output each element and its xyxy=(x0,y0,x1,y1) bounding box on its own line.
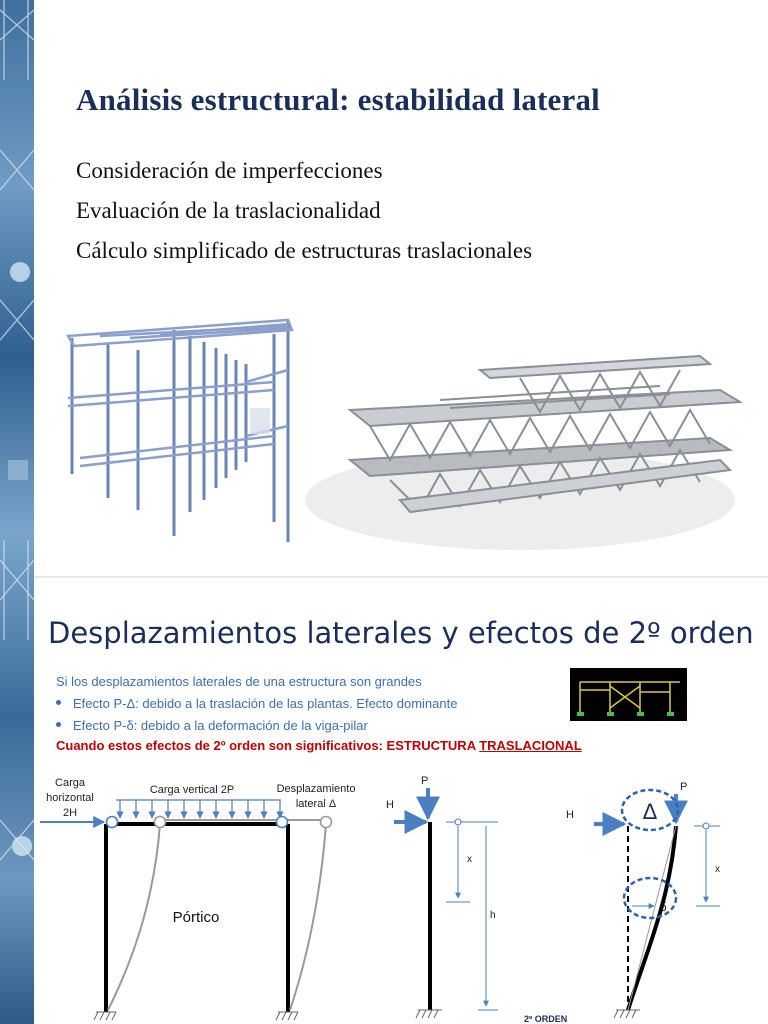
slide2-conclusion xyxy=(56,738,582,753)
conclusion-text: Cuando estos efectos de 2º orden son significativos: ESTRUCTURA xyxy=(56,738,480,753)
displacement-line1: Desplazamiento xyxy=(276,783,356,795)
column2-x-label: x xyxy=(715,864,720,875)
column1-h-label: H xyxy=(386,799,394,811)
portico-label: Pórtico xyxy=(172,909,220,926)
column-second-order-diagram xyxy=(520,772,756,1024)
bullet-dot xyxy=(56,722,61,727)
portico-diagram xyxy=(36,772,366,1024)
slide2-subbullet-1 xyxy=(56,696,457,711)
slide1-title: Análisis estructural: estabilidad lateral xyxy=(76,82,600,117)
column1-p-label: P xyxy=(421,775,429,787)
displacement-line2: lateral Δ xyxy=(295,798,337,810)
conclusion-emphasis: TRASLACIONAL xyxy=(479,738,582,753)
decorative-side-strip xyxy=(0,0,34,1024)
bullet-dot xyxy=(56,700,61,705)
load-vertical-label: Carga vertical 2P xyxy=(149,784,235,796)
steel-frame-illustration xyxy=(60,316,300,548)
frame-animation-thumbnail xyxy=(570,668,687,721)
slide1-bullet-1: Consideración de imperfecciones xyxy=(76,158,383,183)
column-first-order-diagram xyxy=(374,772,514,1024)
column2-h-label: H xyxy=(566,809,574,821)
slide1-bullet-2: Evaluación de la traslacionalidad xyxy=(76,198,381,223)
slide1-bullet-3: Cálculo simplificado de estructuras traslacionales xyxy=(76,238,533,263)
slide-divider xyxy=(34,576,768,578)
slide2-intro: Si los desplazamientos laterales de una estructura son grandes xyxy=(56,674,422,689)
column2-p-label: P xyxy=(680,781,688,793)
slide2-title: Desplazamientos laterales y efectos de 2º orden xyxy=(48,616,754,650)
column1-x-label: x xyxy=(467,854,472,865)
second-order-caption: 2º ORDEN xyxy=(524,1014,568,1024)
subbullet-text: Efecto P-Δ: debido a la traslación de las plantas. Efecto dominante xyxy=(73,696,458,711)
steel-truss-illustration xyxy=(300,350,742,560)
slide2-subbullet-2 xyxy=(56,718,368,733)
column2-delta-big: Δ xyxy=(642,799,658,824)
load-horizontal-line3: 2H xyxy=(62,807,78,819)
load-horizontal-line2: horizontal xyxy=(46,792,94,804)
column2-delta-small: δ xyxy=(660,900,667,914)
subbullet-text: Efecto P-δ: debido a la deformación de la viga-pilar xyxy=(73,718,368,733)
column1-height-label: h xyxy=(490,910,496,921)
load-horizontal-line1: Carga xyxy=(55,777,85,789)
